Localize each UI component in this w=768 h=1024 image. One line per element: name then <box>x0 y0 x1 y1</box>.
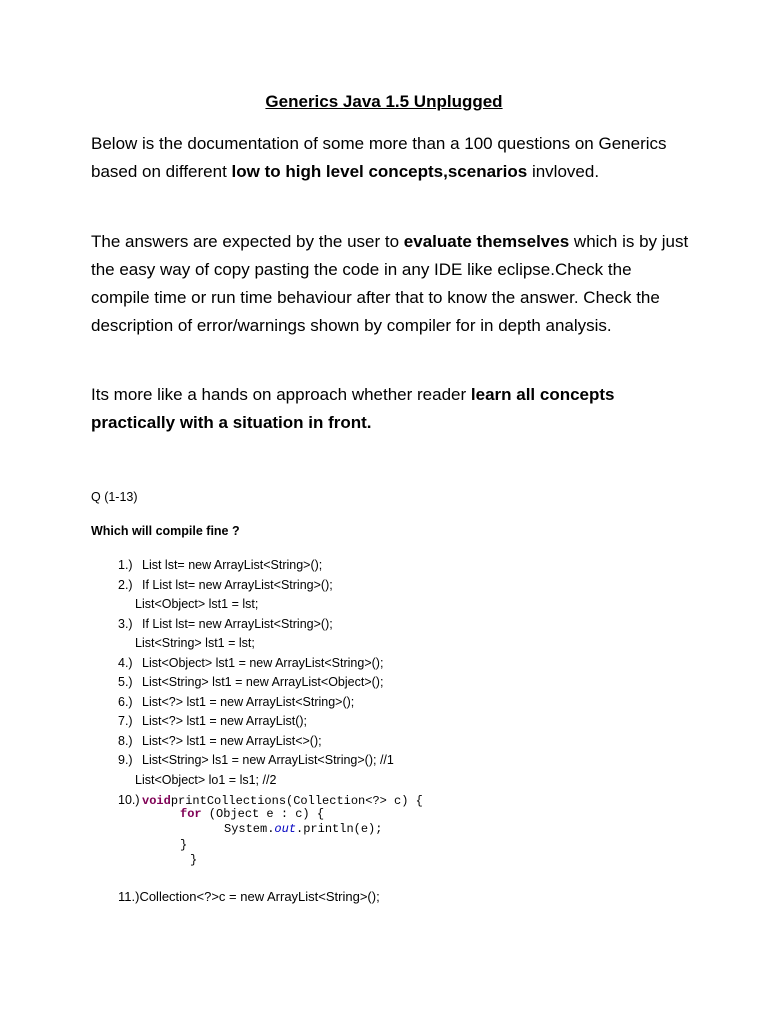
item-list <box>118 556 638 790</box>
code-line <box>118 822 638 838</box>
list-item <box>118 693 638 713</box>
intro-paragraph <box>91 130 691 186</box>
code-line <box>118 807 638 823</box>
item-number: 9.) <box>118 753 133 767</box>
item-number: 8.) <box>118 733 133 748</box>
item-11 <box>118 887 638 907</box>
item-code: If List lst= new ArrayList<String>(); <box>142 616 333 631</box>
list-item <box>118 634 638 654</box>
intro-bold-text: low to high level concepts,scenarios <box>231 162 528 181</box>
item-code: List<String> lst1 = new ArrayList<Object>(); <box>142 675 384 689</box>
list-item <box>118 732 638 752</box>
answers-paragraph <box>91 228 691 340</box>
out-field: out <box>274 822 297 836</box>
item-number: 1.) <box>118 558 133 572</box>
keyword-for: for <box>180 806 202 821</box>
list-item <box>118 576 638 596</box>
for-clause: (Object e : c) { <box>201 806 325 821</box>
answers-text-end: which is by just the easy way of copy pasting the code in any IDE like eclipse.Check the compile time or run time behaviour after that to know the answer. Check the description of error/warnings shown by compiler for in depth analysis. <box>91 232 689 335</box>
question-items <box>118 556 638 906</box>
list-item <box>118 712 638 732</box>
code-line: } <box>180 837 188 852</box>
code-line: } <box>190 853 198 867</box>
approach-paragraph <box>91 381 691 437</box>
list-item <box>118 673 638 693</box>
item-number: 5.) <box>118 675 133 689</box>
question-range: Q (1-13) <box>91 490 138 504</box>
item-code: List<Object> lst1 = new ArrayList<String>(); <box>142 655 384 670</box>
answers-text: The answers are expected by the user to <box>91 232 404 251</box>
item-code: List<?> lst1 = new ArrayList<String>(); <box>142 694 355 709</box>
system-ref: System. <box>224 822 275 836</box>
item-number: 6.) <box>118 694 133 709</box>
list-item <box>118 556 638 576</box>
approach-bold-text: learn all concepts practically with a situation in front. <box>91 385 615 432</box>
method-signature: printCollections(Collection<?> c) { <box>170 794 423 808</box>
item-code: List<Object> lo1 = ls1; //2 <box>135 772 277 787</box>
item-number: 10.) <box>118 793 140 807</box>
intro-text-end: invloved. <box>527 162 600 181</box>
document-title: Generics Java 1.5 Unplugged <box>265 92 503 111</box>
item-code: Collection<?>c = new ArrayList<String>(); <box>139 888 380 904</box>
println-call: .println(e); <box>296 822 383 836</box>
item-number: 7.) <box>118 714 133 728</box>
list-item <box>118 751 638 771</box>
item-code: List<?> lst1 = new ArrayList(); <box>142 714 308 728</box>
item-number: 11.) <box>118 888 140 904</box>
item-number: 4.) <box>118 655 133 670</box>
answers-bold-text: evaluate themselves <box>403 232 570 251</box>
keyword-void: void <box>142 794 171 808</box>
item-code: If List lst= new ArrayList<String>(); <box>142 577 333 592</box>
list-item <box>118 654 638 674</box>
item-code: List<String> ls1 = new ArrayList<String>(); //1 <box>142 753 394 767</box>
item-code: List<?> lst1 = new ArrayList<>(); <box>142 733 322 748</box>
item-number: 3.) <box>118 616 133 631</box>
item-number: 2.) <box>118 577 133 592</box>
approach-text: Its more like a hands on approach whether reader <box>91 385 471 404</box>
intro-text: Below is the documentation of some more than a 100 questions on Generics based on different <box>91 134 667 181</box>
question-prompt: Which will compile fine ? <box>91 524 240 538</box>
list-item <box>118 595 638 615</box>
item-code: List lst= new ArrayList<String>(); <box>142 558 323 572</box>
list-item <box>118 615 638 635</box>
list-item <box>118 771 638 791</box>
item-10 <box>118 791 638 869</box>
item-code: List<String> lst1 = lst; <box>135 636 255 650</box>
item-code: List<Object> lst1 = lst; <box>135 597 259 611</box>
